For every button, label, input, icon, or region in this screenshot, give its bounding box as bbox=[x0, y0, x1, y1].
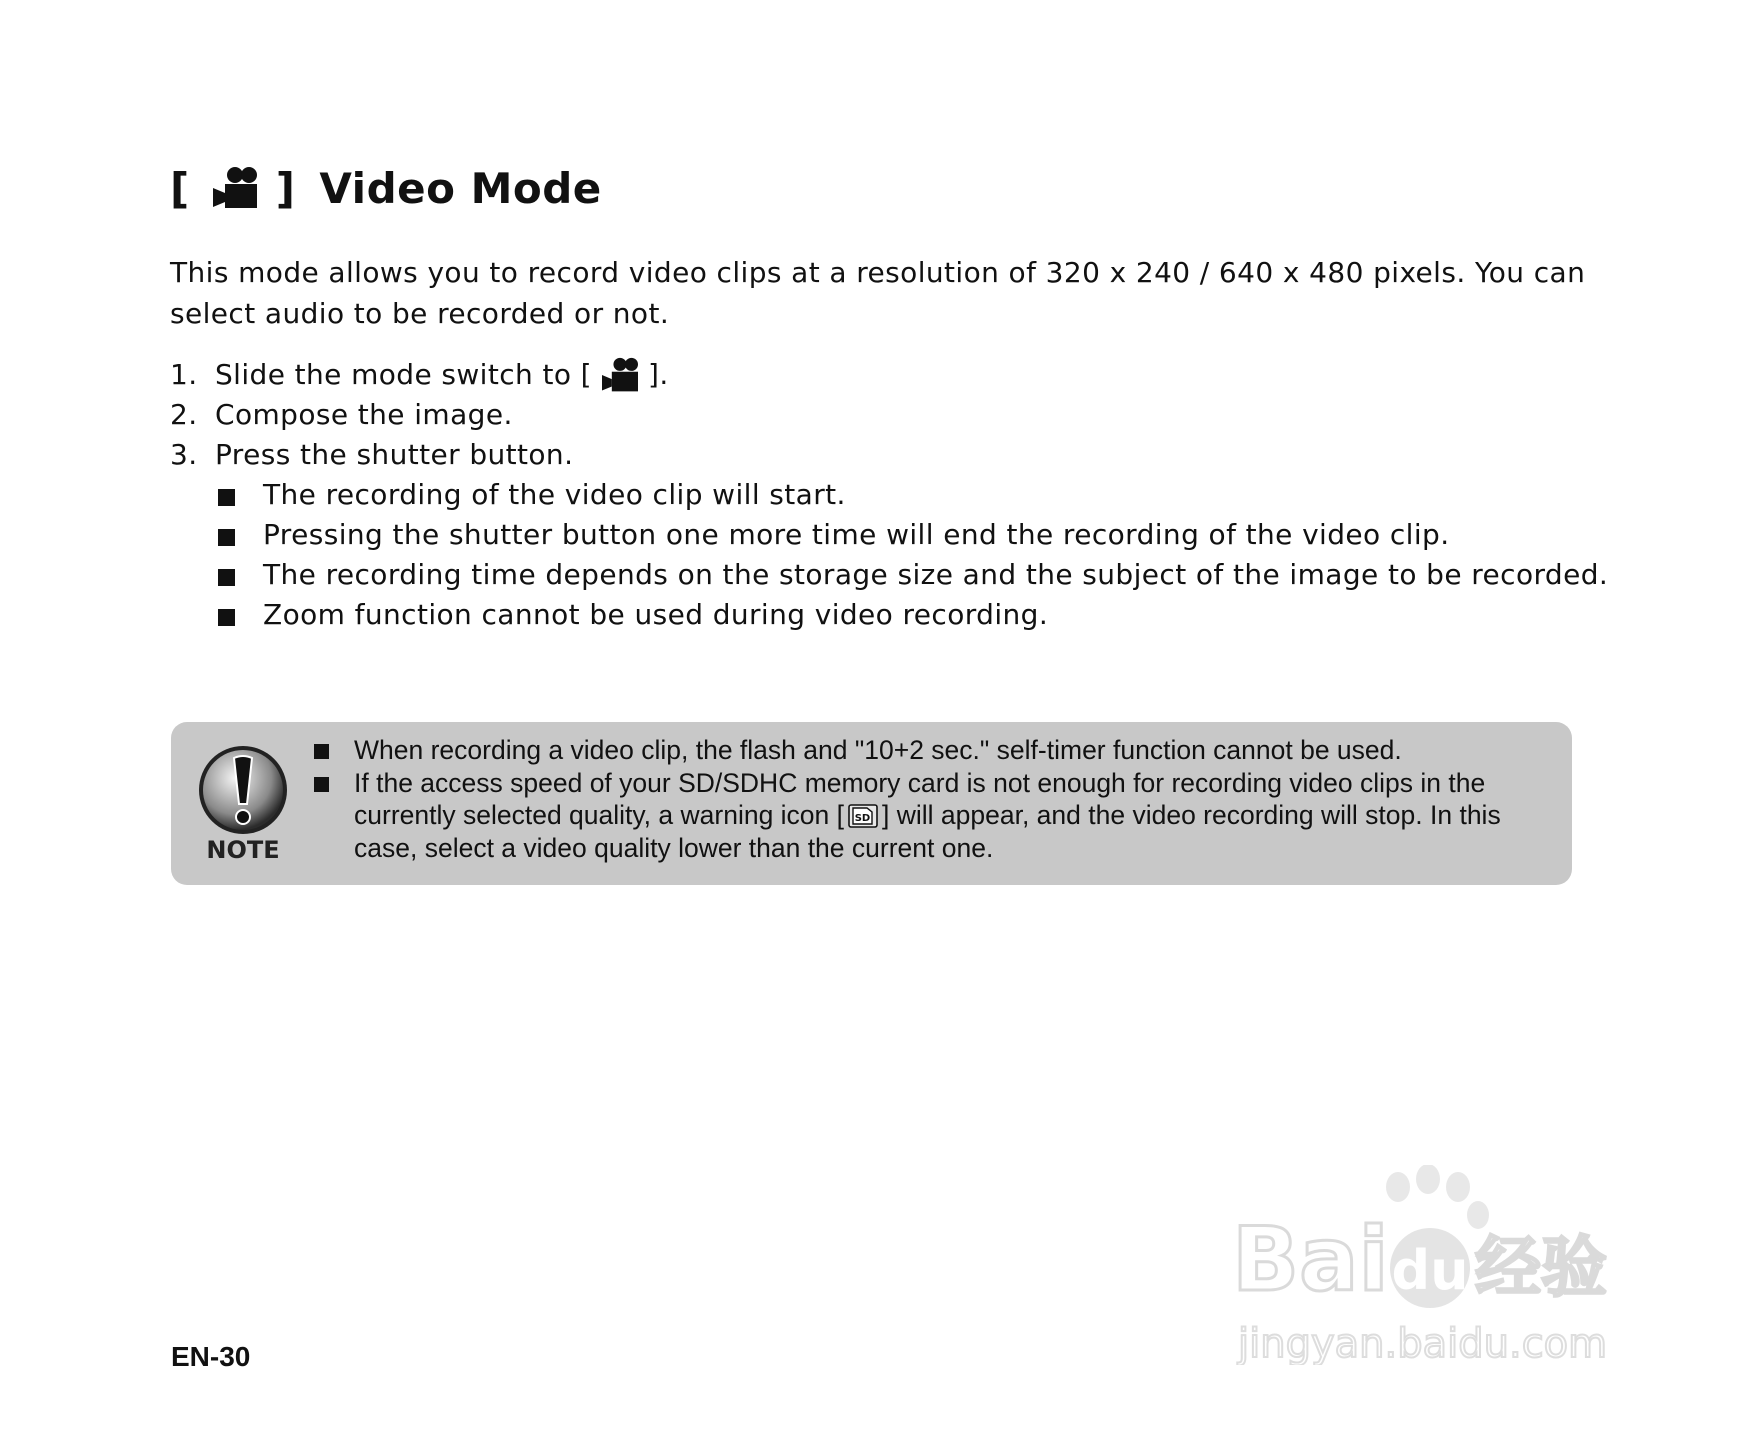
step-number: 1. bbox=[170, 358, 198, 391]
warning-exclamation-icon bbox=[197, 744, 289, 836]
bullet-text: Zoom function cannot be used during video recording. bbox=[263, 598, 1049, 631]
step-number: 2. bbox=[170, 398, 198, 431]
bullet-text: Pressing the shutter button one more time will end the recording of the video clip. bbox=[263, 518, 1450, 551]
bullet-item bbox=[218, 475, 1600, 515]
video-camera-icon bbox=[212, 166, 258, 210]
note-item bbox=[314, 734, 1562, 767]
bullet-list bbox=[218, 475, 1609, 635]
title-bracket-close: ] bbox=[275, 163, 296, 213]
step-text: Slide the mode switch to [ bbox=[215, 358, 593, 391]
steps-list bbox=[170, 355, 1609, 635]
note-label: NOTE bbox=[206, 836, 280, 864]
step-number: 3. bbox=[170, 438, 198, 471]
svg-text:经验: 经验 bbox=[1475, 1229, 1607, 1306]
video-camera-icon bbox=[600, 357, 640, 393]
step-text: Compose the image. bbox=[215, 398, 513, 431]
note-text-start: If the access speed of your SD/SDHC memory card is not enough for recording video clips in the currently selected quality, a warning icon [ bbox=[354, 767, 1486, 830]
sd-card-warning-icon bbox=[848, 804, 878, 828]
step-item bbox=[170, 355, 1600, 395]
step-text-end: ]. bbox=[648, 358, 669, 391]
section-title bbox=[170, 160, 602, 216]
svg-text:du: du bbox=[1391, 1239, 1469, 1302]
intro-paragraph: This mode allows you to record video clips at a resolution of 320 x 240 / 640 x 480 pixels. You can select audio to be recorded or not. bbox=[170, 256, 1586, 330]
step-item bbox=[170, 395, 1600, 435]
page-number: EN-30 bbox=[171, 1341, 251, 1372]
square-bullet-icon bbox=[314, 744, 329, 759]
square-bullet-icon bbox=[218, 569, 235, 586]
square-bullet-icon bbox=[218, 609, 235, 626]
note-box bbox=[171, 722, 1572, 885]
bullet-item bbox=[218, 515, 1600, 555]
note-item bbox=[314, 767, 1562, 865]
note-text bbox=[354, 767, 1562, 865]
square-bullet-icon bbox=[218, 489, 235, 506]
step-item bbox=[170, 435, 1600, 475]
note-text: When recording a video clip, the flash and "10+2 sec." self-timer function cannot be used. bbox=[354, 735, 1402, 765]
bullet-text: The recording time depends on the storage size and the subject of the image to be recorded. bbox=[263, 558, 1609, 591]
step-text: Press the shutter button. bbox=[215, 438, 574, 471]
note-list bbox=[314, 734, 1562, 864]
square-bullet-icon bbox=[218, 529, 235, 546]
svg-text:Bai: Bai bbox=[1232, 1208, 1389, 1311]
bullet-item bbox=[218, 595, 1600, 635]
bullet-text: The recording of the video clip will start. bbox=[263, 478, 846, 511]
baidu-watermark-logo bbox=[1230, 1165, 1650, 1365]
note-text-end: ] will appear, and the video recording will stop. In this case, select a video quality lower than the current one. bbox=[354, 800, 1501, 863]
svg-text:jingyan.baidu.com: jingyan.baidu.com bbox=[1238, 1321, 1608, 1365]
svg-text:SD: SD bbox=[854, 813, 871, 824]
title-text: Video Mode bbox=[319, 163, 602, 213]
title-bracket-open: [ bbox=[170, 163, 190, 213]
square-bullet-icon bbox=[314, 777, 329, 792]
bullet-item bbox=[218, 555, 1609, 595]
